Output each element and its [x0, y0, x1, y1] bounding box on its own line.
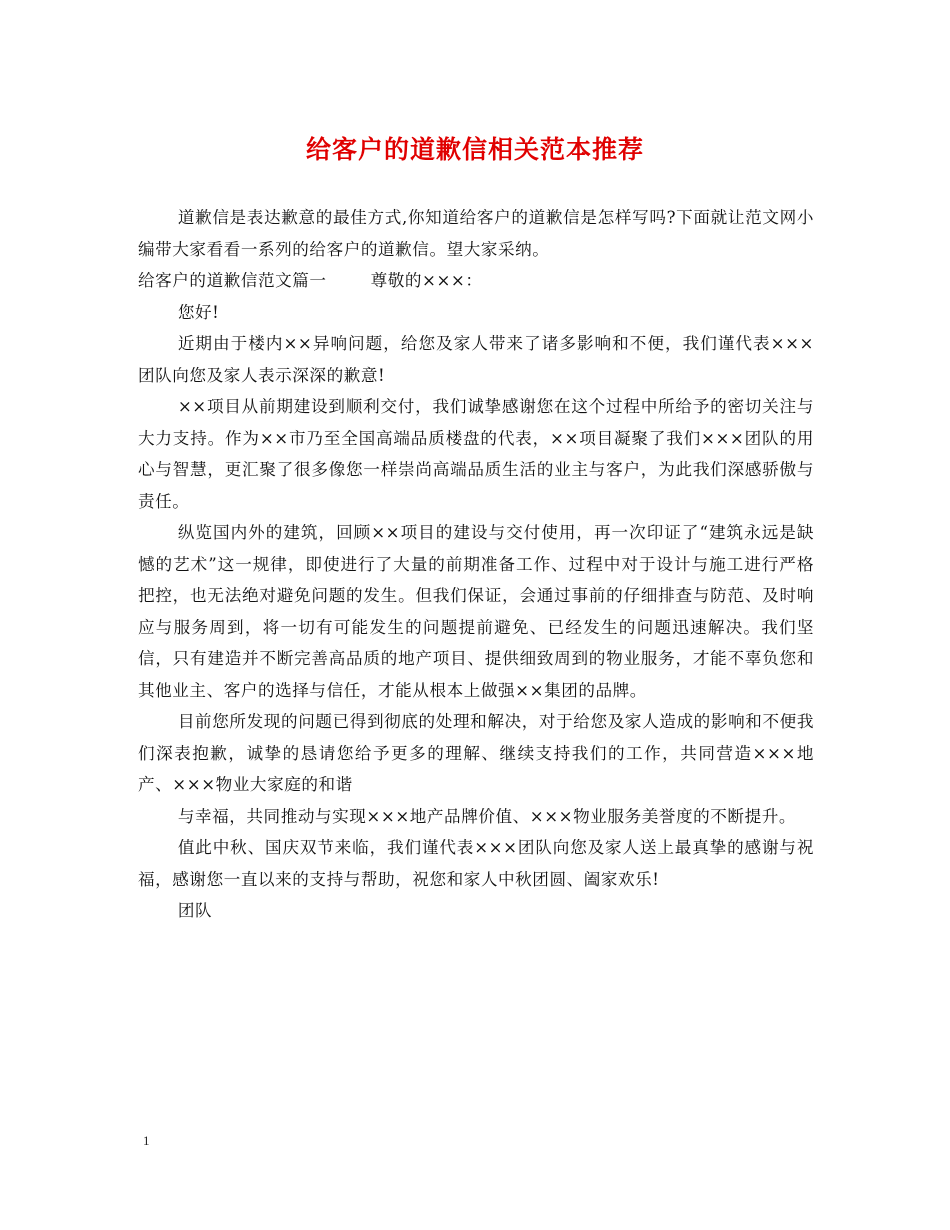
- salutation: 尊敬的×××：: [370, 271, 483, 290]
- greeting-paragraph: 您好!: [177, 302, 220, 322]
- document-body: [138, 202, 814, 927]
- body-paragraph-6: 值此中秋、国庆双节来临，我们谨代表×××团队向您及家人送上最真挚的感谢与祝福，感谢您一直以来的支持与帮助，祝您和家人中秋团圆、阖家欢乐!: [138, 838, 814, 889]
- body-paragraph-5: 与幸福，共同推动与实现×××地产品牌价值、×××物业服务美誉度的不断提升。: [177, 806, 797, 826]
- document-title: 给客户的道歉信相关范本推荐: [305, 135, 644, 164]
- sample-heading: 给客户的道歉信范文篇一: [138, 271, 327, 290]
- body-paragraph-4: 目前您所发现的问题已得到彻底的处理和解决，对于给您及家人造成的影响和不便我们深表抱歉，诚挚的恳请您给予更多的理解、继续支持我们的工作，共同营造×××地产、×××物业大家庭的和谐: [138, 712, 814, 794]
- body-paragraph-2: ××项目从前期建设到顺利交付，我们诚挚感谢您在这个过程中所给予的密切关注与大力支持。作为××市乃至全国高端品质楼盘的代表，××项目凝聚了我们×××团队的用心与智慧，更汇聚了很多像您一样崇尚高端品质生活的业主与客户，为此我们深感骄傲与责任。: [138, 397, 814, 511]
- signature-paragraph: 团队: [177, 901, 213, 920]
- intro-paragraph: 道歉信是表达歉意的最佳方式,你知道给客户的道歉信是怎样写吗?下面就让范文网小编带大家看看一系列的给客户的道歉信。望大家采纳。: [138, 208, 814, 259]
- body-paragraph-3: 纵览国内外的建筑，回顾××项目的建设与交付使用，再一次印证了“建筑永远是缺憾的艺术”这一规律，即使进行了大量的前期准备工作、过程中对于设计与施工进行严格把控，也无法绝对避免问题的发生。但我们保证，会通过事前的仔细排查与防范、及时响应与服务周到，将一切有可能发生的问题提前避免、已经发生的问题迅速解决。我们坚信，只有建造并不断完善高品质的地产项目、提供细致周到的物业服务，才能不辜负您和其他业主、客户的选择与信任，才能从根本上做强××集团的品牌。: [138, 523, 814, 700]
- page-number: 1: [143, 1133, 150, 1148]
- letter-heading-line: [138, 265, 814, 297]
- body-paragraph-1: 近期由于楼内××异响问题，给您及家人带来了诸多影响和不便，我们谨代表×××团队向您及家人表示深深的歉意!: [138, 334, 814, 385]
